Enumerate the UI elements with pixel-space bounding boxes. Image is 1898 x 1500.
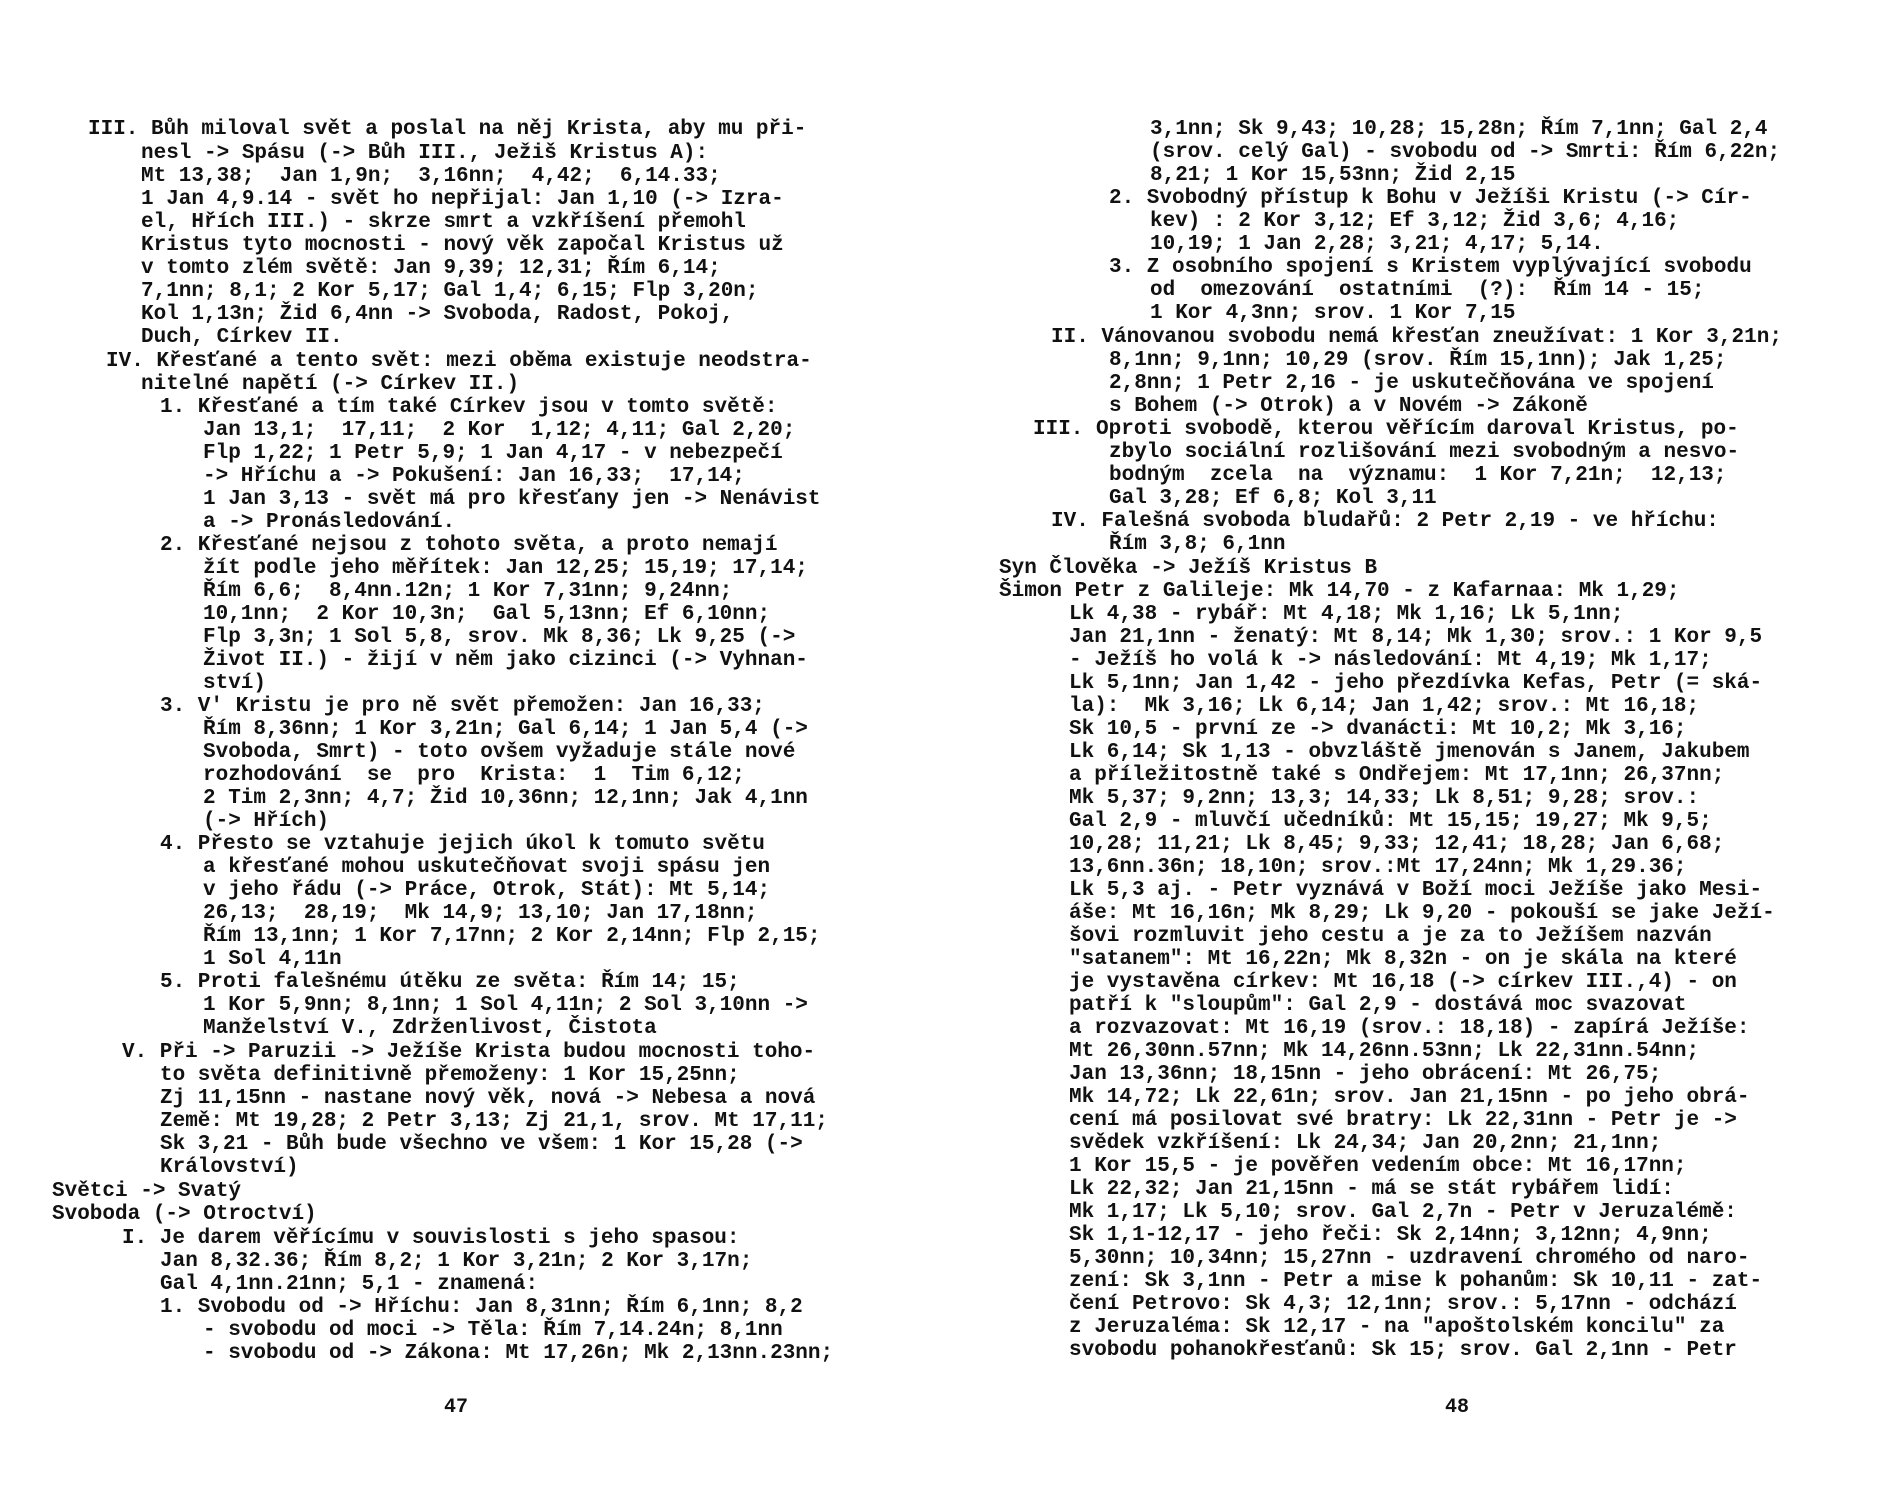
text-line: Flp 3,3n; 1 Sol 5,8, srov. Mk 8,36; Lk 9,25 (-> [203, 626, 796, 649]
text-line: - svobodu od moci -> Těla: Řím 7,14.24n; 8,1nn [203, 1319, 783, 1342]
text-line: to světa definitivně přemoženy: 1 Kor 15,25nn; [160, 1064, 740, 1087]
text-line: IV. Falešná svoboda bludařů: 2 Petr 2,19 - ve hříchu: [1051, 510, 1719, 533]
text-line: 3,1nn; Sk 9,43; 10,28; 15,28n; Řím 7,1nn; Gal 2,4 [1150, 118, 1768, 141]
text-line: rozhodování se pro Krista: 1 Tim 6,12; [203, 764, 745, 787]
text-line: Gal 3,28; Ef 6,8; Kol 3,11 [1109, 487, 1437, 510]
text-line: -> Hříchu a -> Pokušení: Jan 16,33; 17,14; [203, 465, 745, 488]
text-line: šovi rozmluvit jeho cestu a je za to Ježíšem nazván [1069, 925, 1712, 948]
text-line: od omezování ostatními (?): Řím 14 - 15; [1150, 279, 1705, 302]
text-line: Lk 22,32; Jan 21,15nn - má se stát rybářem lidí: [1069, 1178, 1674, 1201]
text-line: - Ježíš ho volá k -> následování: Mt 4,19; Mk 1,17; [1069, 649, 1712, 672]
text-line: Sk 3,21 - Bůh bude všechno ve všem: 1 Kor 15,28 (-> [160, 1133, 803, 1156]
text-line: Mk 14,72; Lk 22,61n; srov. Jan 21,15nn - po jeho obrá- [1069, 1086, 1750, 1109]
text-line: Světci -> Svatý [52, 1180, 242, 1203]
text-line: ství) [203, 672, 267, 695]
text-line: Jan 8,32.36; Řím 8,2; 1 Kor 3,21n; 2 Kor 3,17n; [160, 1250, 753, 1273]
text-line: zbylo sociální rozlišování mezi svobodným a nesvo- [1109, 441, 1740, 464]
text-line: Lk 5,1nn; Jan 1,42 - jeho přezdívka Kefas, Petr (= ská- [1069, 672, 1763, 695]
text-line: IV. Křesťané a tento svět: mezi oběma existuje neodstra- [106, 350, 812, 373]
text-line: 3. Z osobního spojení s Kristem vyplývající svobodu [1109, 256, 1752, 279]
text-line: 10,19; 1 Jan 2,28; 3,21; 4,17; 5,14. [1150, 233, 1604, 256]
text-line: cení má posilovat své bratry: Lk 22,31nn - Petr je -> [1069, 1109, 1737, 1132]
text-line: a -> Pronásledování. [203, 511, 456, 534]
text-line: 2 Tim 2,3nn; 4,7; Žid 10,36nn; 12,1nn; Jak 4,1nn [203, 787, 808, 810]
text-line: svobodu pohanokřesťanů: Sk 15; srov. Gal 2,1nn - Petr [1069, 1339, 1737, 1362]
text-line: Zj 11,15nn - nastane nový věk, nová -> Nebesa a nová [160, 1087, 816, 1110]
text-line: 5,30nn; 10,34nn; 15,27nn - uzdravení chromého od naro- [1069, 1247, 1750, 1270]
page-number-left: 47 [444, 1396, 469, 1419]
text-line: V. Při -> Paruzii -> Ježíše Krista budou mocnosti toho- [122, 1041, 816, 1064]
text-line: zení: Sk 3,1nn - Petr a mise k pohanům: Sk 10,11 - zat- [1069, 1270, 1763, 1293]
text-line: el, Hřích III.) - skrze smrt a vzkříšení přemohl [141, 211, 746, 234]
text-line: Jan 13,1; 17,11; 2 Kor 1,12; 4,11; Gal 2,20; [203, 419, 796, 442]
text-line: nesl -> Spásu (-> Bůh III., Ježiš Kristus A): [141, 142, 709, 165]
text-line: žít podle jeho měřítek: Jan 12,25; 15,19; 17,14; [203, 557, 808, 580]
text-line: Země: Mt 19,28; 2 Petr 3,13; Zj 21,1, srov. Mt 17,11; [160, 1110, 828, 1133]
text-line: Království) [160, 1156, 299, 1179]
text-line: 2. Svobodný přístup k Bohu v Ježíši Kristu (-> Cír- [1109, 187, 1752, 210]
text-line: Řím 3,8; 6,1nn [1109, 533, 1286, 556]
text-line: "satanem": Mt 16,22n; Mk 8,32n - on je skála na které [1069, 948, 1737, 971]
text-line: Syn Člověka -> Ježíš Kristus B [999, 557, 1378, 580]
text-line: 1 Kor 15,5 - je pověřen vedením obce: Mt 16,17nn; [1069, 1155, 1687, 1178]
text-line: Lk 6,14; Sk 1,13 - obvzláště jmenován s Janem, Jakubem [1069, 741, 1750, 764]
text-line: 10,28; 11,21; Lk 8,45; 9,33; 12,41; 18,28; Jan 6,68; [1069, 833, 1725, 856]
text-line: a příležitostně také s Ondřejem: Mt 17,1nn; 26,37nn; [1069, 764, 1725, 787]
text-line: 1. Křesťané a tím také Církev jsou v tomto světě: [160, 396, 778, 419]
text-line: Jan 13,36nn; 18,15nn - jeho obrácení: Mt 26,75; [1069, 1063, 1662, 1086]
text-line: Mk 1,17; Lk 5,10; srov. Gal 2,7n - Petr v Jeruzalémě: [1069, 1201, 1737, 1224]
text-line: 10,1nn; 2 Kor 10,3n; Gal 5,13nn; Ef 6,10nn; [203, 603, 771, 626]
text-line: a křesťané mohou uskutečňovat svoji spásu jen [203, 856, 771, 879]
text-line: III. Bůh miloval svět a poslal na něj Krista, aby mu při- [88, 118, 807, 141]
text-line: (srov. celý Gal) - svobodu od -> Smrti: Řím 6,22n; [1150, 141, 1781, 164]
text-line: 2,8nn; 1 Petr 2,16 - je uskutečňována ve spojení [1109, 372, 1714, 395]
text-line: 7,1nn; 8,1; 2 Kor 5,17; Gal 1,4; 6,15; Flp 3,20n; [141, 280, 759, 303]
text-line: Duch, Církev II. [141, 326, 343, 349]
text-line: Řím 13,1nn; 1 Kor 7,17nn; 2 Kor 2,14nn; Flp 2,15; [203, 925, 821, 948]
text-line: z Jeruzaléma: Sk 12,17 - na "apoštolském koncilu" za [1069, 1316, 1725, 1339]
text-line: Svoboda, Smrt) - toto ovšem vyžaduje stále nové [203, 741, 796, 764]
text-line: áše: Mt 16,16n; Mk 8,29; Lk 9,20 - pokouší se jake Ježí- [1069, 902, 1775, 925]
text-line: Jan 21,1nn - ženatý: Mt 8,14; Mk 1,30; srov.: 1 Kor 9,5 [1069, 626, 1763, 649]
text-line: Manželství V., Zdrženlivost, Čistota [203, 1017, 657, 1040]
text-line: nitelné napětí (-> Církev II.) [141, 373, 520, 396]
text-line: v tomto zlém světě: Jan 9,39; 12,31; Řím 6,14; [141, 257, 721, 280]
page-number-right: 48 [1445, 1396, 1470, 1419]
text-line: 8,1nn; 9,1nn; 10,29 (srov. Řím 15,1nn); Jak 1,25; [1109, 349, 1727, 372]
text-line: la): Mk 3,16; Lk 6,14; Jan 1,42; srov.: Mt 16,18; [1069, 695, 1700, 718]
text-line: (-> Hřích) [203, 810, 330, 833]
text-line: Šimon Petr z Galileje: Mk 14,70 - z Kafarnaa: Mk 1,29; [999, 580, 1680, 603]
text-line: 1 Sol 4,11n [203, 948, 342, 971]
text-line: Řím 8,36nn; 1 Kor 3,21n; Gal 6,14; 1 Jan 5,4 (-> [203, 718, 808, 741]
right-page [949, 0, 1898, 1500]
text-line: 13,6nn.36n; 18,10n; srov.:Mt 17,24nn; Mk 1,29.36; [1069, 856, 1687, 879]
text-line: Řím 6,6; 8,4nn.12n; 1 Kor 7,31nn; 9,24nn; [203, 580, 733, 603]
text-line: patří k "sloupům": Gal 2,9 - dostává moc svazovat [1069, 994, 1687, 1017]
text-line: 26,13; 28,19; Mk 14,9; 13,10; Jan 17,18nn; [203, 902, 758, 925]
text-line: Mt 13,38; Jan 1,9n; 3,16nn; 4,42; 6,14.33; [141, 165, 721, 188]
text-line: III. Oproti svobodě, kterou věřícím daroval Kristus, po- [1033, 418, 1739, 441]
text-line: Svoboda (-> Otroctví) [52, 1203, 317, 1226]
text-line: 1 Kor 4,3nn; srov. 1 Kor 7,15 [1150, 302, 1516, 325]
text-line: Kol 1,13n; Žid 6,4nn -> Svoboda, Radost, Pokoj, [141, 303, 734, 326]
text-line: Flp 1,22; 1 Petr 5,9; 1 Jan 4,17 - v nebezpečí [203, 442, 783, 465]
text-line: 1 Kor 5,9nn; 8,1nn; 1 Sol 4,11n; 2 Sol 3,10nn -> [203, 994, 808, 1017]
text-line: II. Vánovanou svobodu nemá křesťan zneužívat: 1 Kor 3,21n; [1051, 326, 1782, 349]
text-line: 3. V' Kristu je pro ně svět přemožen: Jan 16,33; [160, 695, 765, 718]
text-line: 2. Křesťané nejsou z tohoto světa, a proto nemají [160, 534, 778, 557]
text-line: bodným zcela na významu: 1 Kor 7,21n; 12,13; [1109, 464, 1727, 487]
text-line: - svobodu od -> Zákona: Mt 17,26n; Mk 2,13nn.23nn; [203, 1342, 834, 1365]
text-line: 4. Přesto se vztahuje jejich úkol k tomuto světu [160, 833, 765, 856]
text-line: I. Je darem věřícímu v souvislosti s jeho spasou: [122, 1227, 740, 1250]
text-line: je vystavěna církev: Mt 16,18 (-> církev III.,4) - on [1069, 971, 1737, 994]
text-line: čení Petrovo: Sk 4,3; 12,1nn; srov.: 5,17nn - odchází [1069, 1293, 1737, 1316]
text-line: a rozvazovat: Mt 16,19 (srov.: 18,18) - zapírá Ježíše: [1069, 1017, 1750, 1040]
text-line: 1 Jan 3,13 - svět má pro křesťany jen -> Nenávist [203, 488, 821, 511]
text-line: Život II.) - žijí v něm jako cizinci (-> Vyhnan- [203, 649, 808, 672]
text-line: 8,21; 1 Kor 15,53nn; Žid 2,15 [1150, 164, 1516, 187]
text-line: Gal 4,1nn.21nn; 5,1 - znamená: [160, 1273, 539, 1296]
text-line: Mk 5,37; 9,2nn; 13,3; 14,33; Lk 8,51; 9,28; srov.: [1069, 787, 1700, 810]
text-line: v jeho řádu (-> Práce, Otrok, Stát): Mt 5,14; [203, 879, 771, 902]
text-line: svědek vzkříšení: Lk 24,34; Jan 20,2nn; 21,1nn; [1069, 1132, 1662, 1155]
text-line: kev) : 2 Kor 3,12; Ef 3,12; Žid 3,6; 4,16; [1150, 210, 1680, 233]
text-line: Mt 26,30nn.57nn; Mk 14,26nn.53nn; Lk 22,31nn.54nn; [1069, 1040, 1700, 1063]
text-line: Lk 5,3 aj. - Petr vyznává v Boží moci Ježíše jako Mesi- [1069, 879, 1763, 902]
text-line: Sk 10,5 - první ze -> dvanácti: Mt 10,2; Mk 3,16; [1069, 718, 1687, 741]
text-line: 1. Svobodu od -> Hříchu: Jan 8,31nn; Řím 6,1nn; 8,2 [160, 1296, 803, 1319]
text-line: Lk 4,38 - rybář: Mt 4,18; Mk 1,16; Lk 5,1nn; [1069, 603, 1624, 626]
text-line: 5. Proti falešnému útěku ze světa: Řím 14; 15; [160, 971, 740, 994]
text-line: Gal 2,9 - mluvčí učedníků: Mt 15,15; 19,27; Mk 9,5; [1069, 810, 1712, 833]
text-line: s Bohem (-> Otrok) a v Novém -> Zákoně [1109, 395, 1588, 418]
text-line: Kristus tyto mocnosti - nový věk započal Kristus už [141, 234, 784, 257]
text-line: 1 Jan 4,9.14 - svět ho nepřijal: Jan 1,10 (-> Izra- [141, 188, 784, 211]
text-line: Sk 1,1-12,17 - jeho řeči: Sk 2,14nn; 3,12nn; 4,9nn; [1069, 1224, 1712, 1247]
